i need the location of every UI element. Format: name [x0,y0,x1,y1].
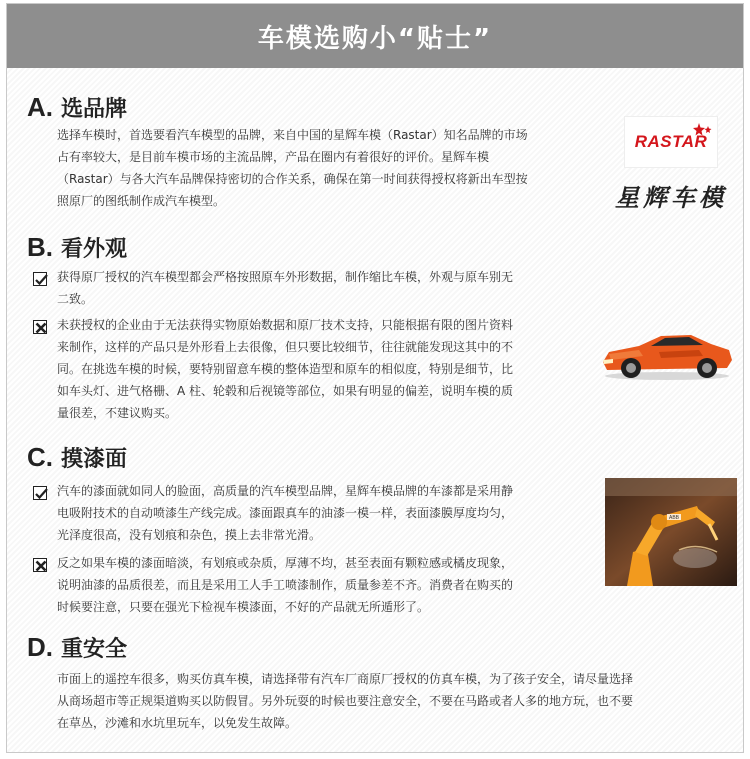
sports-car-image [599,326,735,382]
section-paint [7,442,743,614]
section-d-title: 重安全 [61,637,128,662]
section-a-letter: A. [27,92,53,122]
section-c-letter: C. [27,442,53,472]
section-appearance [7,232,743,420]
section-b-bad-text [57,314,617,424]
text-line: 说明油漆的品质很差，而且是采用工人手工喷漆制作，质量参差不齐。消费者在购买的 [57,578,514,592]
text-line: 从商场超市等正规渠道购买以防假冒。另外玩耍的时候也要注意安全，不要在马路或者人多的地方玩，也不要 [57,694,634,708]
text-line: 占有率较大，是目前车模市场的主流品牌，产品在圈内有着很好的评价。星辉车模 [57,150,490,164]
text-line: 电吸附技术的自动喷漆生产线完成。漆面跟真车的油漆一模一样，表面漆膜厚度均匀， [57,506,514,520]
rastar-logo-text: RASTAR [634,132,708,151]
text-line: 市面上的遥控车很多，购买仿真车模，请选择带有汽车厂商原厂授权的仿真车模，为了孩子安全，请尽量选择 [57,672,634,686]
text-line: （Rastar）与各大汽车品牌保持密切的合作关系，确保在第一时间获得授权将新出车型按 [57,172,528,186]
text-line: 同。在挑选车模的时候，要特别留意车模的整体造型和原车的相似度，特别是细节，比 [57,362,514,376]
section-c-bad-text [57,552,617,618]
section-c-good-text [57,480,602,546]
text-line: 获得原厂授权的汽车模型都会严格按照原车外形数据，制作缩比车模，外观与原车别无 [57,270,514,284]
section-d-text [57,668,737,734]
section-a-text [57,124,617,212]
brand-calligraphy: 星辉车模 [615,183,727,212]
section-safety [7,632,743,730]
text-line: 来制作，这样的产品只是外形看上去很像，但只要比较细节，往往就能发现这其中的不 [57,340,514,354]
section-d-heading [7,632,743,663]
text-line: 如车头灯、进气格栅、A 柱、轮毂和后视镜等部位，如果有明显的偏差，说明车模的质 [57,384,514,398]
rastar-logo [624,116,718,168]
text-line: 反之如果车模的漆面暗淡，有划痕或杂质，厚薄不均，甚至表面有颗粒感或橘皮现象， [57,556,514,570]
text-line: 汽车的漆面就如同人的脸面，高质量的汽车模型品牌，星辉车模品牌的车漆都是采用静 [57,484,514,498]
cross-mark-icon [33,558,47,572]
text-line: 照原厂的图纸制作成汽车模型。 [57,194,226,208]
section-c-title: 摸漆面 [61,447,128,472]
cross-mark-icon [33,320,47,334]
checkmark-icon [33,486,47,500]
section-b-letter: B. [27,232,53,262]
text-line: 光泽度很高，没有划痕和杂色，摸上去非常光滑。 [57,528,322,542]
section-b-title: 看外观 [61,237,128,262]
robot-brand-label: ABB [669,515,680,521]
text-line: 量很差，不建议购买。 [57,406,178,420]
text-line: 时候要注意，只要在强光下检视车模漆面，不好的产品就无所遁形了。 [57,600,430,614]
section-b-good-text [57,266,617,310]
section-d-letter: D. [27,632,53,662]
section-a-title: 选品牌 [61,97,128,122]
checkmark-icon [33,272,47,286]
title-banner [7,4,743,68]
text-line: 未获授权的企业由于无法获得实物原始数据和原厂技术支持，只能根据有限的图片资料 [57,318,514,332]
star-sparkle-icon [693,123,713,137]
page-title: 车模选购小“贴士” [257,23,493,54]
text-line: 在草丛，沙滩和水坑里玩车，以免发生故障。 [57,716,298,730]
section-b-heading [7,232,743,263]
text-line: 二致。 [57,292,94,306]
section-c-heading [7,442,743,473]
section-brand [7,92,743,212]
painting-robot-image [605,478,737,586]
text-line: 选择车模时，首选要看汽车模型的品牌，来自中国的星辉车模（Rastar）知名品牌的市场 [57,128,528,142]
tips-page [6,3,744,753]
